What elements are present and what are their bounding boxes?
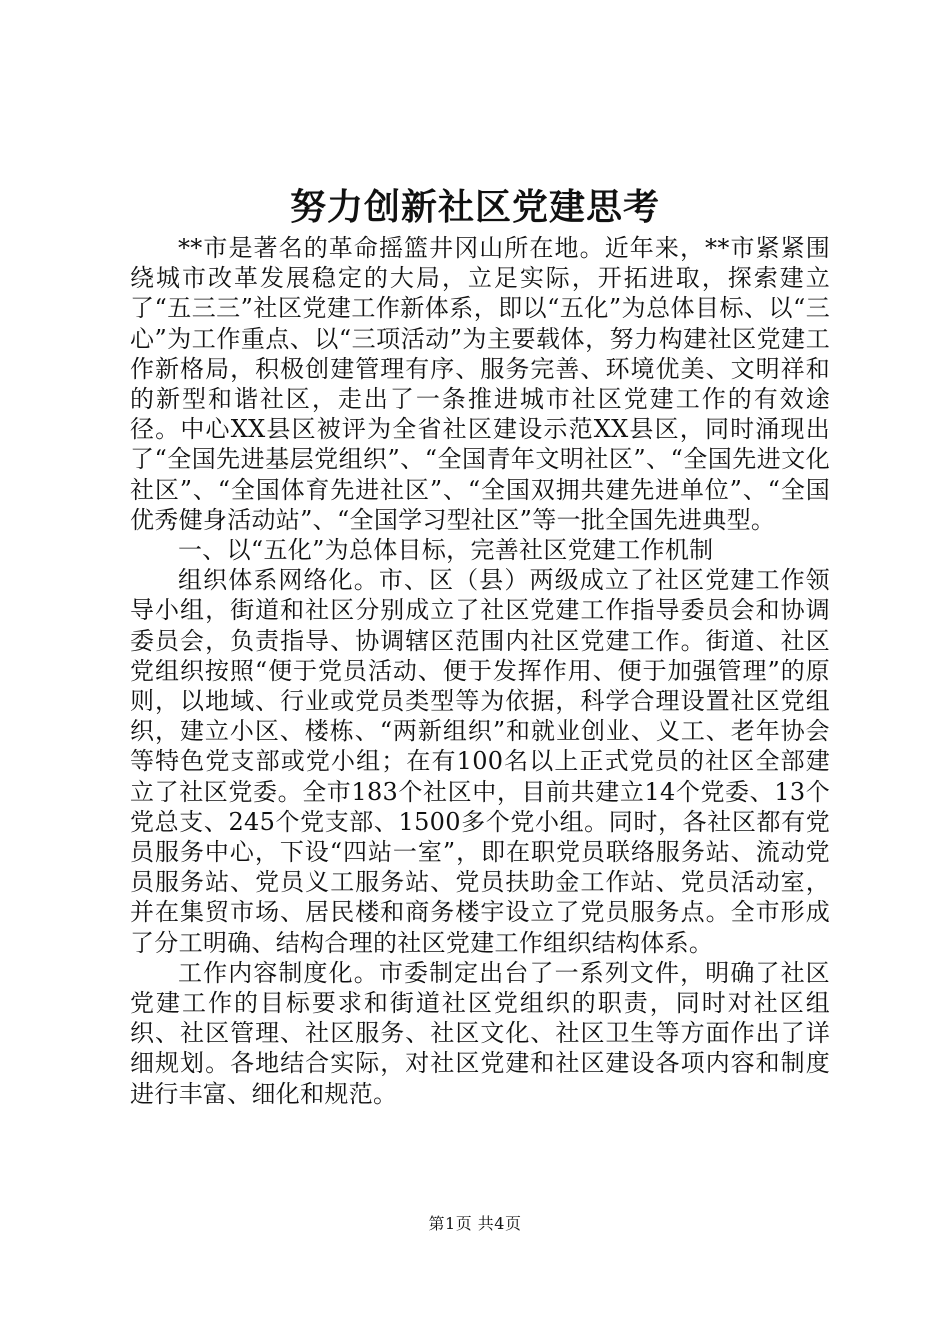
page-number-footer: 第1页 共4页: [428, 1214, 522, 1233]
paragraph-organization: 组织体系网络化。市、区（县）两级成立了社区党建工作领导小组，街道和社区分别成立了社区党建工作指导委员会和协调委员会，负责指导、协调辖区范围内社区党建工作。街道、社区党组织按照“便于党员活动、便于发挥作用、便于加强管理”的原则，以地域、行业或党员类型等为依据，科学合理设置社区党组织，建立小区、楼栋、“两新组织”和就业创业、义工、老年协会等特色党支部或党小组；在有100名以上正式党员的社区全部建立了社区党委。全市183个社区中，目前共建立14个党委、13个党总支、245个党支部、1500多个党小组。同时，各社区都有党员服务中心，下设“四站一室”，即在职党员联络服务站、流动党员服务站、党员义工服务站、党员扶助金工作站、党员活动室，并在集贸市场、居民楼和商务楼宇设立了党员服务点。全市形成了分工明确、结构合理的社区党建工作组织结构体系。: [130, 566, 830, 957]
paragraph-work-content: 工作内容制度化。市委制定出台了一系列文件，明确了社区党建工作的目标要求和街道社区党组织的职责，同时对社区组织、社区管理、社区服务、社区文化、社区卫生等方面作出了详细规划。各地结合实际，对社区党建和社区建设各项内容和制度进行丰富、细化和规范。: [130, 958, 830, 1108]
paragraph-intro: **市是著名的革命摇篮井冈山所在地。近年来，**市紧紧围绕城市改革发展稳定的大局，立足实际，开拓进取，探索建立了“五三三”社区党建工作新体系，即以“五化”为总体目标、以“三心”为工作重点、以“三项活动”为主要载体，努力构建社区党建工作新格局，积极创建管理有序、服务完善、环境优美、文明祥和的新型和谐社区，走出了一条推进城市社区党建工作的有效途径。中心XX县区被评为全省社区建设示范XX县区，同时涌现出了“全国先进基层党组织”、“全国青年文明社区”、“全国先进文化社区”、“全国体育先进社区”、“全国双拥共建先进单位”、“全国优秀健身活动站”、“全国学习型社区”等一批全国先进典型。: [130, 234, 830, 534]
section-heading-1: 一、以“五化”为总体目标，完善社区党建工作机制: [178, 536, 714, 565]
document-body: [130, 233, 830, 1109]
document-title: 努力创新社区党建思考: [289, 186, 660, 228]
